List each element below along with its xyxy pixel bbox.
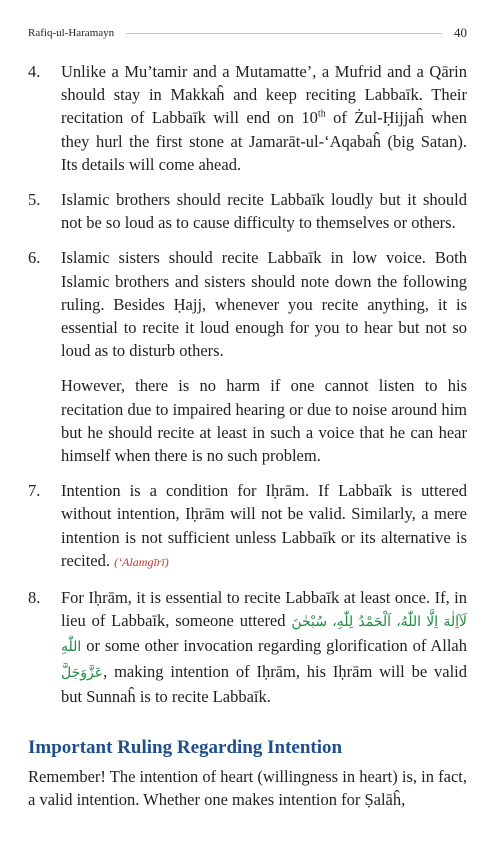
item-text-part: , making intention of Iḥrām, his Iḥrām will be valid but Sunnaĥ is to recite Labbaīk. xyxy=(61,661,467,706)
ordinal-superscript: th xyxy=(317,108,326,120)
item-text xyxy=(61,188,467,234)
list-item-7 xyxy=(28,479,467,574)
item-paragraph: However, there is no harm if one cannot listen to his recitation due to impaired hearing or due to noise around him but he should recite at least in such a voice that he can hear himself when there is no such problem. xyxy=(61,376,467,466)
item-text-part: or some other invocation regarding glorification of Allah xyxy=(81,636,467,656)
page-number: 40 xyxy=(454,25,467,40)
list-item-5 xyxy=(28,188,467,234)
list-item-8 xyxy=(28,586,467,708)
section-heading: Important Ruling Regarding Intention xyxy=(28,737,343,759)
page-body xyxy=(28,60,467,812)
arabic-invocation: لَآاِلٰهَ اِلَّا اللّٰهُ، اَلْحَمْدُ لِلّٰهِ، سُبْحٰنَ اللّٰهِ xyxy=(61,615,467,656)
item-text xyxy=(61,246,467,467)
item-text-part: of Żul-Ḥijjaĥ when they hurl the first stone at Jamarāt-ul-‘Aqabaĥ (big Satan). Its details will come ahead. xyxy=(61,108,467,174)
item-number: 6. xyxy=(28,248,41,268)
item-number: 4. xyxy=(28,62,41,81)
item-text-part: For Iḥrām, it is essential to recite Labbaīk at least once. If, in lieu of Labbaīk, someone uttered xyxy=(61,588,467,631)
citation: (‘Alamgīrī) xyxy=(114,554,169,569)
item-text xyxy=(61,586,467,708)
book-title: Rafiq-ul-Haramayn xyxy=(28,27,115,39)
item-text-part: Unlike a Mu’tamir and a Mutamatte’, a Mufrid and a Qārin should stay in Makkaĥ and keep reciting Labbaīk. Their recitation of Labbaīk will end on 10 xyxy=(61,62,467,128)
arabic-honorific: عَزَّوَجَلَّ xyxy=(61,665,104,681)
item-text-part: Intention is a condition for Iḥrām. If Labbaīk is uttered without intention, Iḥrām will not be valid. Similarly, a mere intention is not sufficient unless Labbaīk or its alternative is recited. xyxy=(61,481,467,570)
item-text xyxy=(61,479,467,574)
item-paragraph: Islamic sisters should recite Labbaīk in low voice. Both Islamic brothers and sisters should note down the following ruling. Besides Ḥajj, whenever you recite anything, it is essential to recite it loud enough for you to hear but not so loud as to disturb others. xyxy=(61,248,467,361)
page-header xyxy=(28,22,467,44)
closing-paragraph: Remember! The intention of heart (willingness in heart) is, in fact, a valid intention. Whether one makes intention for Ṣalāĥ, xyxy=(28,767,467,810)
item-number: 8. xyxy=(28,588,41,608)
list-item-6 xyxy=(28,246,467,467)
list-item-4 xyxy=(28,60,467,176)
header-rule xyxy=(126,33,442,34)
item-number: 5. xyxy=(28,190,41,210)
item-paragraph: Islamic brothers should recite Labbaīk loudly but it should not be so loud as to cause difficulty to themselves or others. xyxy=(61,190,467,233)
item-text xyxy=(61,60,467,176)
item-number: 7. xyxy=(28,481,41,501)
